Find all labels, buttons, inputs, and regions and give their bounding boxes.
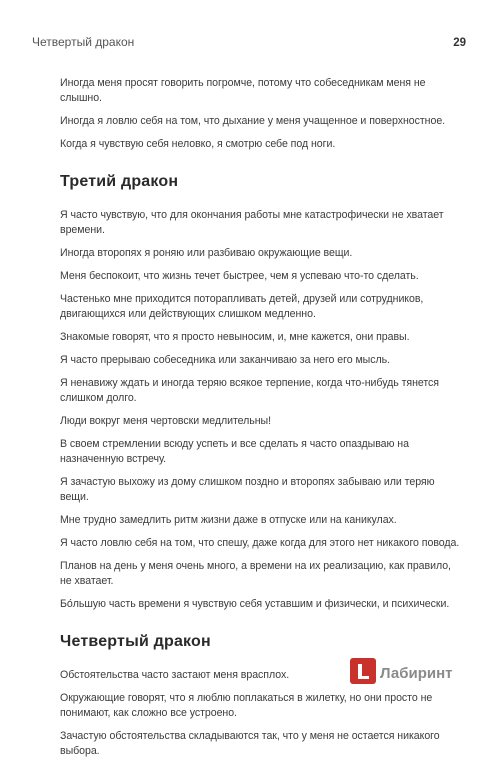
statement: В своем стремлении всюду успеть и все сделать я часто опаздываю на назначенную встречу. bbox=[60, 438, 409, 465]
statement: Я зачастую выхожу из дому слишком поздно и второпях забываю или теряю вещи. bbox=[60, 476, 435, 503]
statement: Я часто прерываю собеседника или заканчиваю за него его мысль. bbox=[60, 354, 390, 366]
statement: Иногда я ловлю себя на том, что дыхание у меня учащенное и поверхностное. bbox=[60, 115, 446, 127]
statement: Зачастую обстоятельства складываются так, что у меня не остается никакого выбора. bbox=[60, 730, 440, 757]
statement: Частенько мне приходится поторапливать детей, друзей или сотрудников, двигающихся или действующих слишком медленно. bbox=[60, 293, 424, 320]
statement: Люди вокруг меня чертовски медлительны! bbox=[60, 415, 271, 427]
statement: Бо́льшую часть времени я чувствую себя уставшим и физически, и психически. bbox=[60, 598, 450, 610]
statement: Иногда второпях я роняю или разбиваю окружающие вещи. bbox=[60, 247, 353, 259]
statement: Обстоятельства часто застают меня врасплох. bbox=[60, 669, 290, 681]
statement: Я часто чувствую, что для окончания работы мне катастрофически не хватает времени. bbox=[60, 209, 444, 236]
section-heading-fourth-dragon: Четвертый дракон bbox=[60, 633, 211, 650]
statement: Мне трудно замедлить ритм жизни даже в отпуске или на каникулах. bbox=[60, 514, 397, 526]
statement: Я часто ловлю себя на том, что спешу, даже когда для этого нет никакого повода. bbox=[60, 537, 460, 549]
labirint-wordmark: Лабиринт bbox=[380, 665, 453, 682]
chapter-title: Четвертый дракон bbox=[32, 35, 135, 49]
statement: Я ненавижу ждать и иногда теряю всякое терпение, когда что-нибудь тянется слишком долго. bbox=[60, 377, 439, 404]
statement: Иногда меня просят говорить погромче, потому что собеседникам меня не слышно. bbox=[60, 77, 426, 104]
page-number: 29 bbox=[453, 37, 466, 49]
section-heading-third-dragon: Третий дракон bbox=[60, 173, 179, 190]
running-header bbox=[32, 35, 466, 49]
statement: Планов на день у меня очень много, а времени на их реализацию, как правило, не хватает. bbox=[60, 560, 451, 587]
statement: Знакомые говорят, что я просто невыносим, и, мне кажется, они правы. bbox=[60, 331, 410, 343]
labirint-logo-icon bbox=[350, 654, 468, 688]
statement: Окружающие говорят, что я люблю поплакаться в жилетку, но они просто не понимают, как сложно все устроено. bbox=[60, 692, 433, 719]
statement: Меня беспокоит, что жизнь течет быстрее, чем я успеваю что-то сделать. bbox=[60, 270, 419, 282]
statement: Когда я чувствую себя неловко, я смотрю себе под ноги. bbox=[60, 138, 336, 150]
labirint-watermark-logo bbox=[350, 654, 468, 688]
